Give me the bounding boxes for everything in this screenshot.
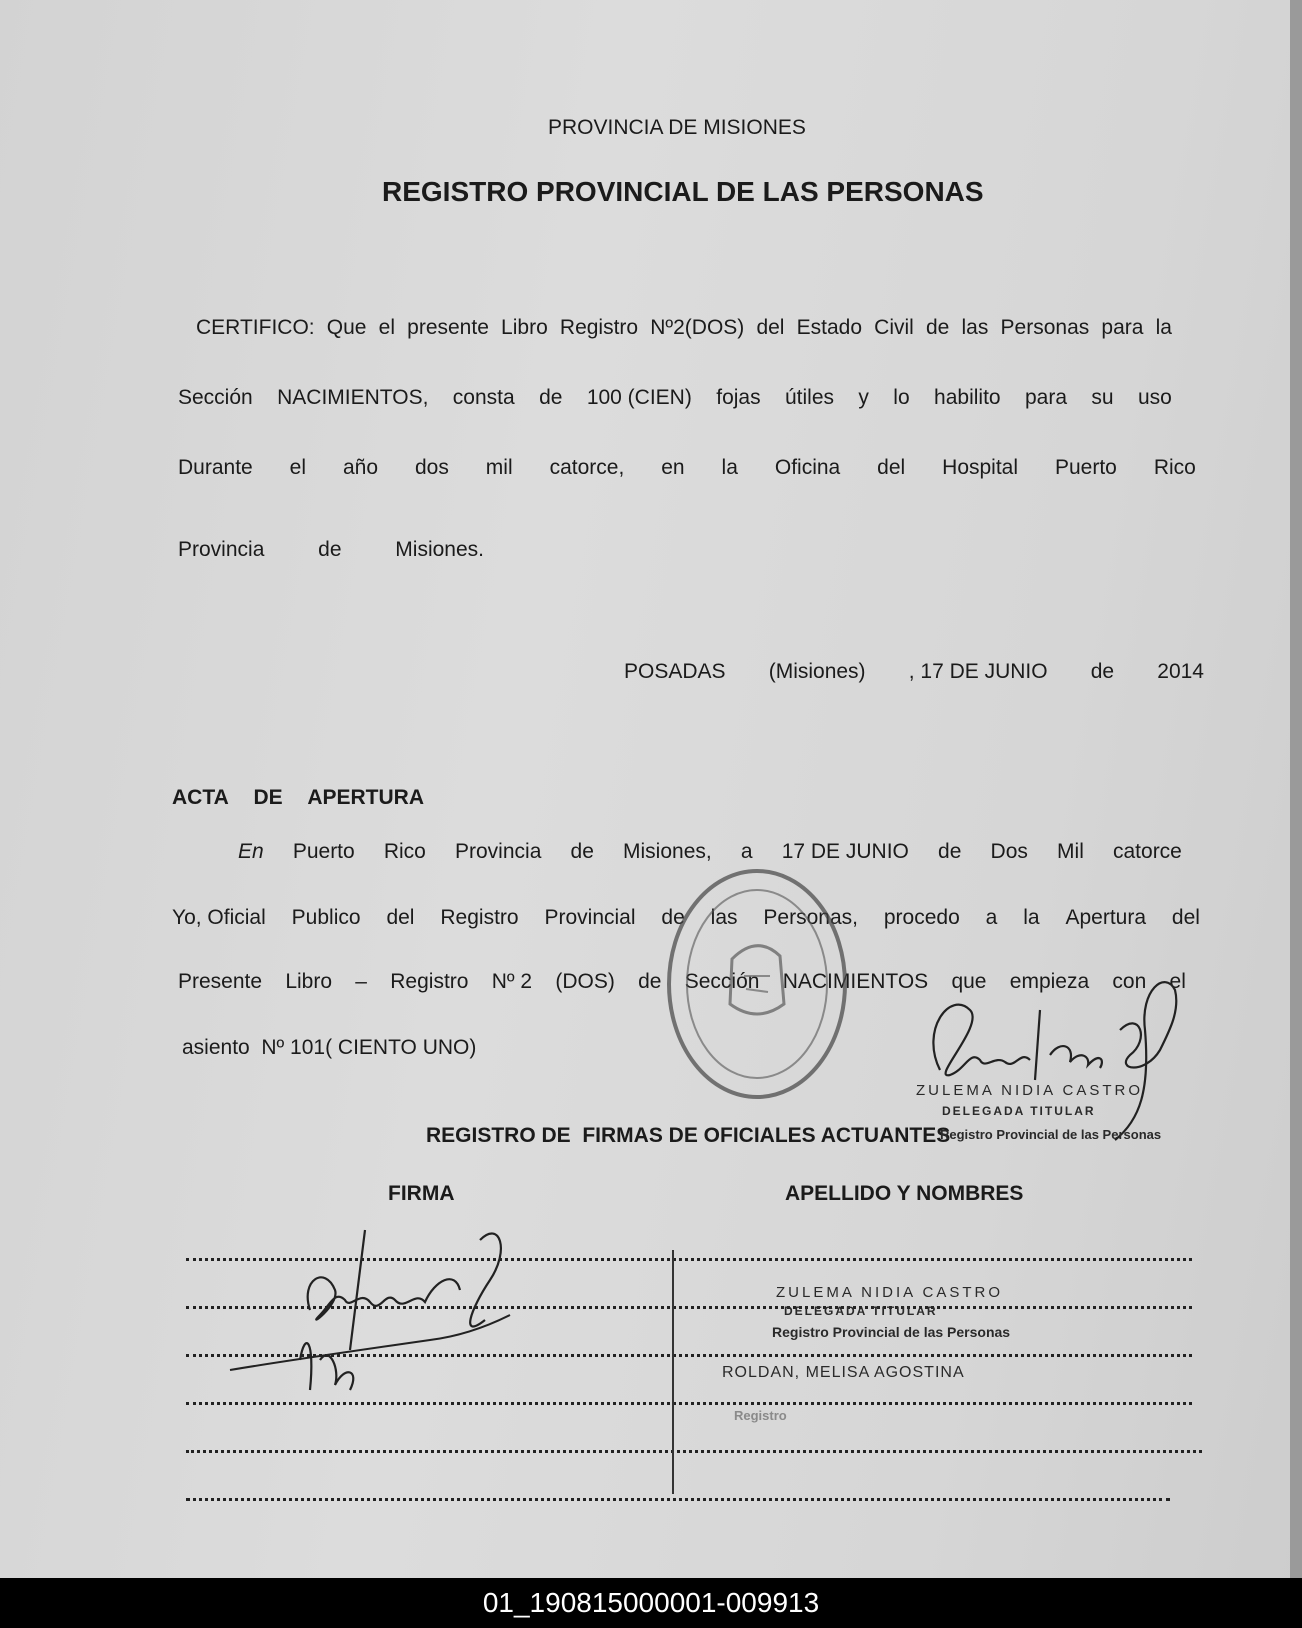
handwritten-signature-lower	[210, 1220, 540, 1410]
official-round-seal	[662, 864, 852, 1104]
upper-seal-office: Registro Provincial de las Personas	[940, 1127, 1162, 1142]
document-id-footer: 01_190815000001-009913	[0, 1578, 1302, 1628]
acta-line-2: Yo, Oficial Publico del Registro Provincial de las Personas, procedo a la Apertura del	[172, 906, 1200, 929]
province-heading: PROVINCIA DE MISIONES	[548, 116, 806, 139]
official-2-office: Registro	[734, 1408, 787, 1423]
signature-row-line	[186, 1498, 1170, 1501]
certificate-line-1: CERTIFICO: Que el presente Libro Registro Nº2(DOS) del Estado Civil de las Personas para la	[196, 316, 1172, 339]
official-1-office: Registro Provincial de las Personas	[772, 1324, 1011, 1340]
document-title: REGISTRO PROVINCIAL DE LAS PERSONAS	[382, 176, 984, 207]
official-1-role: DELEGADA TITULAR	[784, 1304, 938, 1318]
official-1-name: ZULEMA NIDIA CASTRO	[776, 1284, 1004, 1301]
acta-line-1: En Puerto Rico Provincia de Misiones, a 17 DE JUNIO de Dos Mil catorce	[238, 840, 1182, 863]
certificate-line-2: Sección NACIMIENTOS, consta de 100 (CIEN) fojas útiles y lo habilito para su uso	[178, 386, 1172, 409]
official-2-name: ROLDAN, MELISA AGOSTINA	[722, 1364, 965, 1381]
certificate-line-4: Provincia de Misiones.	[178, 538, 484, 561]
upper-seal-name: ZULEMA NIDIA CASTRO	[916, 1082, 1144, 1099]
acta-line-3: Presente Libro – Registro Nº 2 (DOS) de Sección NACIMIENTOS que empieza con el	[178, 970, 1186, 993]
place-date-line: POSADAS (Misiones) , 17 DE JUNIO de 2014	[624, 660, 1204, 683]
page-edge	[1290, 0, 1302, 1578]
column-header-apellido-nombres: APELLIDO Y NOMBRES	[785, 1182, 1024, 1205]
signature-row-line	[186, 1450, 1202, 1453]
acta-line-4: asiento Nº 101( CIENTO UNO)	[182, 1036, 477, 1059]
column-header-firma: FIRMA	[388, 1182, 455, 1205]
certificate-line-3: Durante el año dos mil catorce, en la Oficina del Hospital Puerto Rico	[178, 456, 1196, 479]
upper-seal-role: DELEGADA TITULAR	[942, 1104, 1096, 1118]
column-divider	[672, 1250, 674, 1494]
acta-heading: ACTA DE APERTURA	[172, 786, 424, 809]
signatures-section-title: REGISTRO DE FIRMAS DE OFICIALES ACTUANTES	[426, 1124, 951, 1147]
